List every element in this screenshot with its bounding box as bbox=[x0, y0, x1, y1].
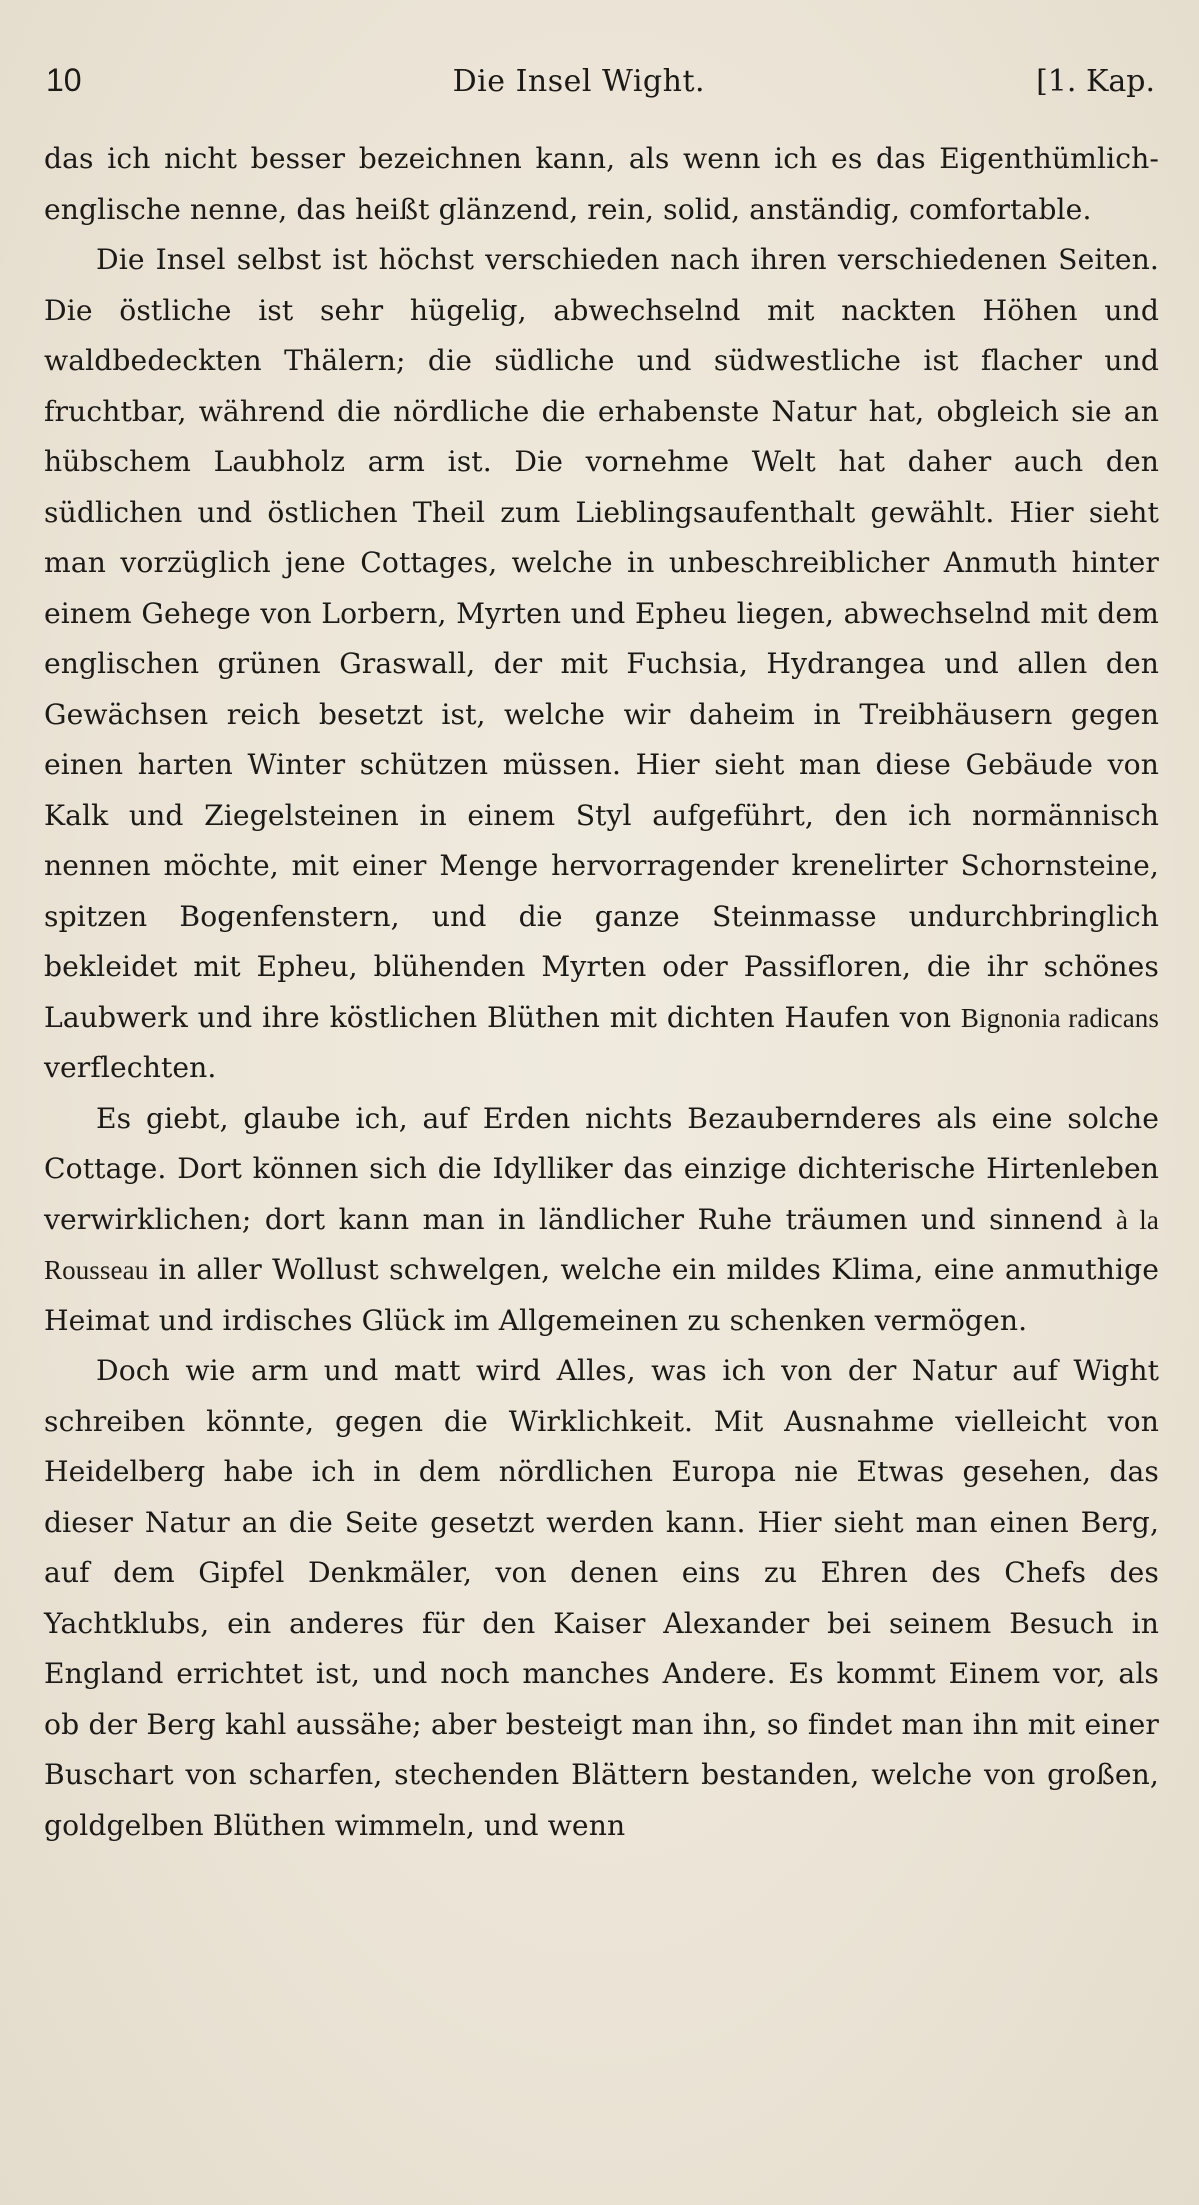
text-run: Doch wie arm und matt wird Alles, was ich von der Natur auf Wight schreiben könnte, gegen die Wirklichkeit. Mit Ausnahme vielleicht von Heidelberg habe ich in dem nördlichen Europa nie Etwas gesehen, das dieser Natur an die Seite gesetzt werden kann. Hier sieht man einen Berg, auf dem Gipfel Denkmäler, von denen eins zu Ehren des Chefs des Yachtklubs, ein anderes für den Kaiser Alexander bei seinem Besuch in England errichtet ist, und noch manches Andere. Es kommt Einem vor, als ob der Berg kahl aussähe; aber besteigt man ihn, so findet man ihn mit einer Buschart von scharfen, stechenden Blättern bestanden, welche von großen, goldgelben Blüthen wimmeln, und wenn bbox=[44, 1354, 1159, 1842]
running-title: Die Insel Wight. bbox=[452, 64, 706, 99]
text-run: verflechten. bbox=[44, 1051, 217, 1084]
paragraph-p4 bbox=[44, 1346, 1159, 1851]
latin-term: Bignonia radicans bbox=[960, 1002, 1159, 1033]
text-run: Die Insel selbst ist höchst verschieden nach ihren verschiedenen Seiten. Die östliche ist sehr hügelig, abwechselnd mit nackten Höhen und waldbedeckten Thälern; die südliche und südwestliche ist flacher und fruchtbar, während die nördliche die erhabenste Natur hat, obgleich sie an hübschem Laubholz arm ist. Die vornehme Welt hat daher auch den südlichen und östlichen Theil zum Lieblingsaufenthalt gewählt. Hier sieht man vorzüglich jene Cottages, welche in unbeschreiblicher Anmuth hinter einem Gehege von Lorbern, Myrten und Epheu liegen, abwechselnd mit dem englischen grünen Graswall, der mit Fuchsia, Hydrangea und allen den Gewächsen reich besetzt ist, welche wir daheim in Treibhäusern gegen einen harten Winter schützen müssen. Hier sieht man diese Gebäude von Kalk und Ziegelsteinen in einem Styl aufgeführt, den ich normännisch nennen möchte, mit einer Menge hervorragender krenelirter Schornsteine, spitzen Bogenfenstern, und die ganze Steinmasse undurchbringlich bekleidet mit Epheu, blühenden Myrten oder Passifloren, die ihr schönes Laubwerk und ihre köstlichen Blüthen mit dichten Haufen von bbox=[44, 243, 1159, 1034]
running-head bbox=[44, 62, 1159, 114]
paragraph-p2 bbox=[44, 235, 1159, 1094]
paragraph-p3 bbox=[44, 1094, 1159, 1347]
body-text bbox=[44, 134, 1159, 1851]
latin-term: à la Rousseau bbox=[44, 1204, 1159, 1285]
paragraph-p1 bbox=[44, 134, 1159, 235]
text-run: das ich nicht besser bezeichnen kann, als wenn ich es das Eigenthümlich-englische nenne, das heißt glänzend, rein, solid, anständig, comfortable. bbox=[44, 142, 1159, 226]
chapter-label: [1. Kap. bbox=[1036, 64, 1155, 99]
text-run: in aller Wollust schwelgen, welche ein mildes Klima, eine anmuthige Heimat und irdisches Glück im Allgemeinen zu schenken vermögen. bbox=[44, 1253, 1159, 1337]
page-number: 10 bbox=[46, 62, 82, 98]
text-run: Es giebt, glaube ich, auf Erden nichts Bezaubernderes als eine solche Cottage. Dort können sich die Idylliker das einzige dichterische Hirtenleben verwirklichen; dort kann man in ländlicher Ruhe träumen und sinnend bbox=[44, 1101, 1159, 1236]
